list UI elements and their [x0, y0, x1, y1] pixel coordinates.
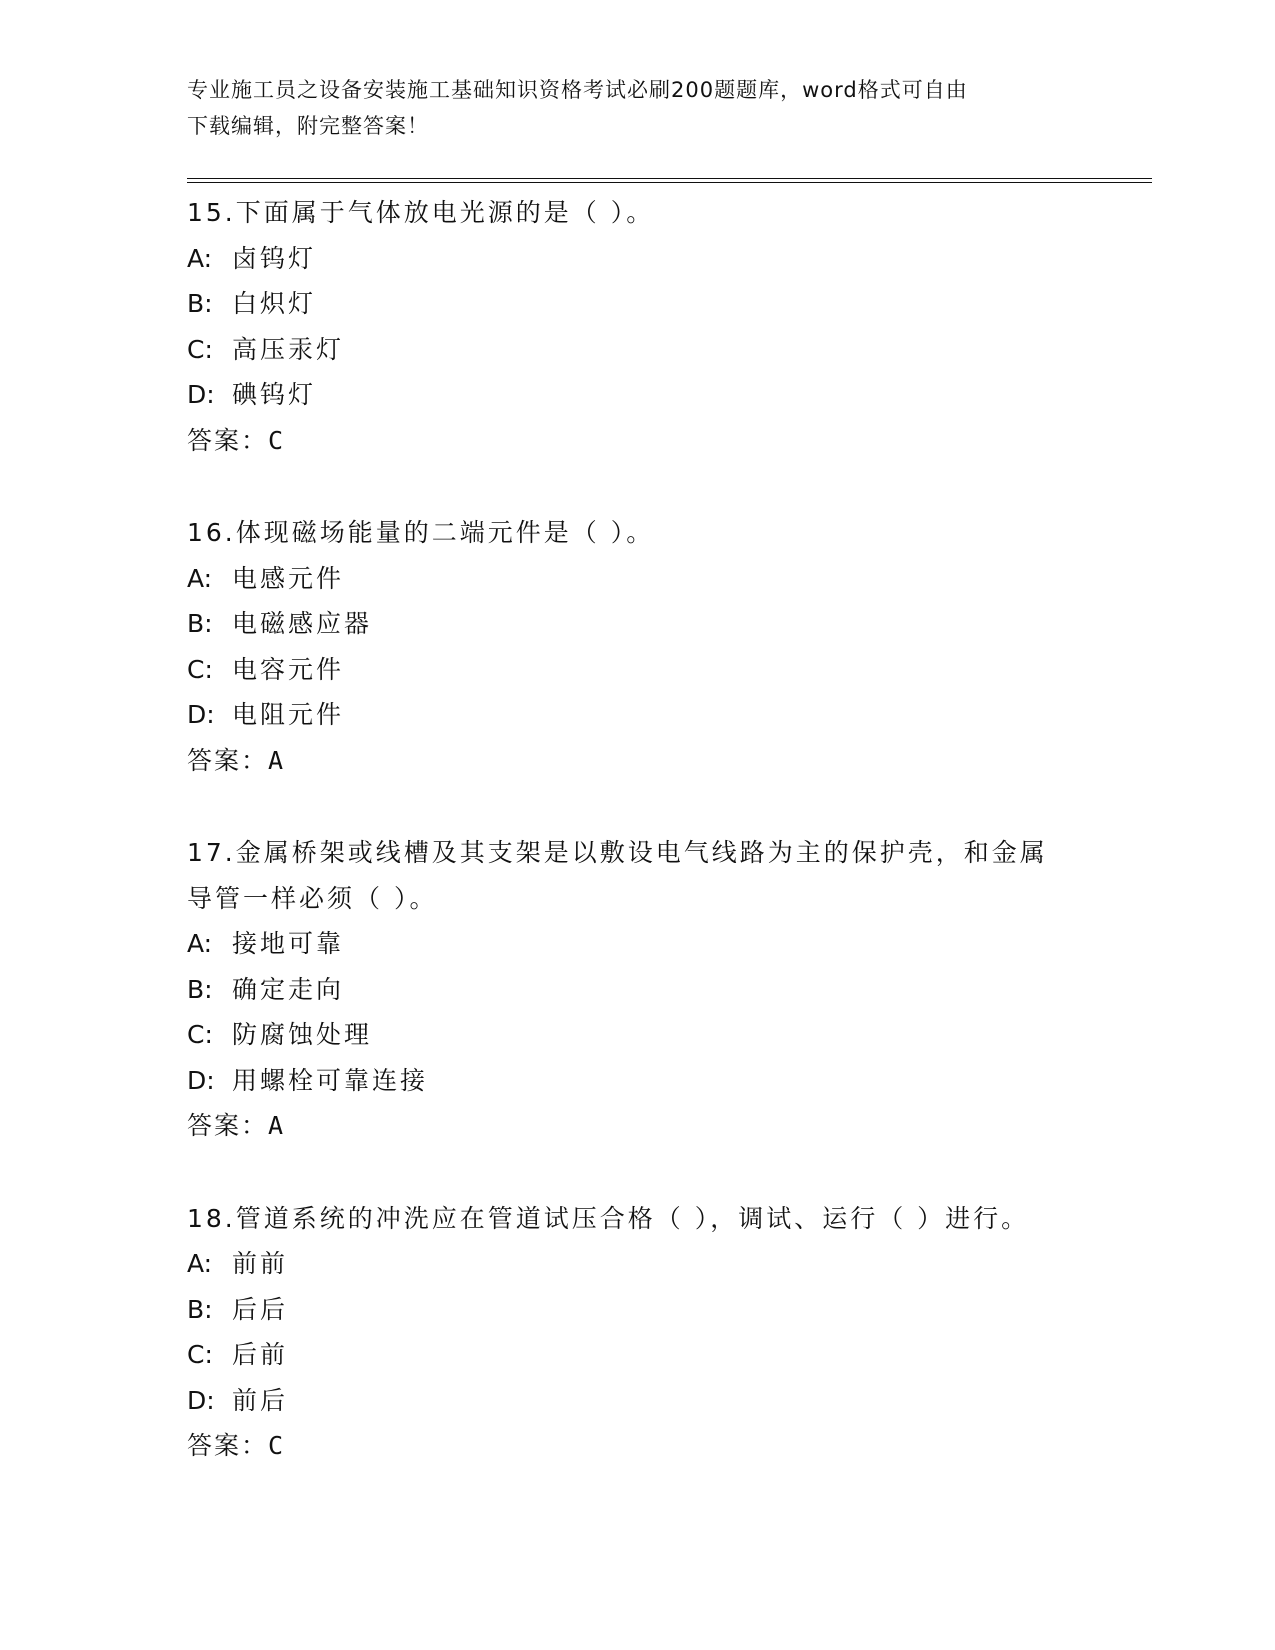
answer-value: A: [268, 745, 285, 775]
question-text: 15.下面属于气体放电光源的是（ ）。: [187, 198, 655, 227]
option-text: 接地可靠: [232, 929, 345, 958]
option-text: 卤钨灯: [232, 243, 317, 273]
option-letter: C:: [187, 334, 213, 364]
option-letter: B:: [187, 609, 213, 638]
header-divider-bottom: [187, 182, 1152, 183]
option-letter: D:: [187, 700, 215, 729]
option-text: 前后: [232, 1385, 289, 1415]
answer-label: 答案：: [187, 1111, 269, 1140]
option-letter: A:: [187, 243, 213, 273]
option-text: 高压汞灯: [232, 334, 345, 364]
option-text: 防腐蚀处理: [232, 1020, 373, 1049]
option-text: 确定走向: [232, 974, 345, 1004]
option-letter: C:: [187, 654, 213, 684]
question-15: [187, 190, 1087, 463]
answer-value: C: [268, 425, 285, 455]
option-d: [187, 372, 1087, 418]
option-letter: A:: [187, 929, 213, 958]
option-b: [187, 967, 1087, 1013]
option-letter: D:: [187, 1065, 215, 1095]
option-text: 碘钨灯: [232, 380, 317, 409]
document-header: [187, 72, 1067, 144]
header-line-1: 专业施工员之设备安装施工基础知识资格考试必刷200题题库，word格式可自由: [187, 78, 968, 102]
question-18: [187, 1196, 1087, 1469]
option-c: [187, 1332, 1087, 1378]
header-divider-top: [187, 178, 1152, 179]
option-text: 用螺栓可靠连接: [232, 1065, 429, 1095]
option-text: 电感元件: [232, 563, 345, 593]
option-letter: B:: [187, 1294, 213, 1324]
question-text: 16.体现磁场能量的二端元件是（ ）。: [187, 518, 655, 547]
option-text: 电磁感应器: [232, 609, 373, 638]
option-c: [187, 647, 1087, 693]
option-a: [187, 921, 1087, 967]
option-text: 后后: [232, 1294, 289, 1324]
option-letter: A:: [187, 1249, 213, 1278]
answer-line: [187, 1103, 1087, 1149]
question-text: 18.管道系统的冲洗应在管道试压合格（ ），调试、运行（ ）进行。: [187, 1203, 1030, 1233]
option-c: [187, 327, 1087, 373]
question-list: [187, 190, 1087, 1516]
option-a: [187, 236, 1087, 282]
option-letter: B:: [187, 974, 213, 1004]
header-line-2: 下载编辑，附完整答案！: [187, 114, 429, 138]
option-c: [187, 1012, 1087, 1058]
option-text: 前前: [232, 1249, 289, 1278]
option-letter: D:: [187, 380, 215, 409]
answer-line: [187, 418, 1087, 464]
option-letter: C:: [187, 1020, 213, 1049]
option-letter: A:: [187, 563, 213, 593]
option-b: [187, 1287, 1087, 1333]
option-text: 后前: [232, 1340, 289, 1369]
option-b: [187, 601, 1087, 647]
option-d: [187, 1058, 1087, 1104]
option-letter: C:: [187, 1340, 213, 1369]
option-letter: B:: [187, 289, 213, 318]
option-d: [187, 692, 1087, 738]
answer-label: 答案：: [187, 745, 269, 775]
question-16: [187, 510, 1087, 783]
option-a: [187, 556, 1087, 602]
answer-label: 答案：: [187, 425, 269, 455]
option-b: [187, 281, 1087, 327]
question-17: [187, 830, 1087, 1149]
option-text: 白炽灯: [232, 289, 317, 318]
answer-line: [187, 738, 1087, 784]
answer-value: A: [268, 1111, 285, 1140]
option-text: 电阻元件: [232, 700, 345, 729]
option-text: 电容元件: [232, 654, 345, 684]
answer-value: C: [268, 1431, 285, 1460]
option-d: [187, 1378, 1087, 1424]
option-a: [187, 1241, 1087, 1287]
question-text-line-2: 导管一样必须（ ）。: [187, 883, 438, 913]
answer-label: 答案：: [187, 1431, 269, 1460]
answer-line: [187, 1423, 1087, 1469]
option-letter: D:: [187, 1385, 215, 1415]
question-text-line-1: 17.金属桥架或线槽及其支架是以敷设电气线路为主的保护壳，和金属: [187, 838, 1048, 867]
